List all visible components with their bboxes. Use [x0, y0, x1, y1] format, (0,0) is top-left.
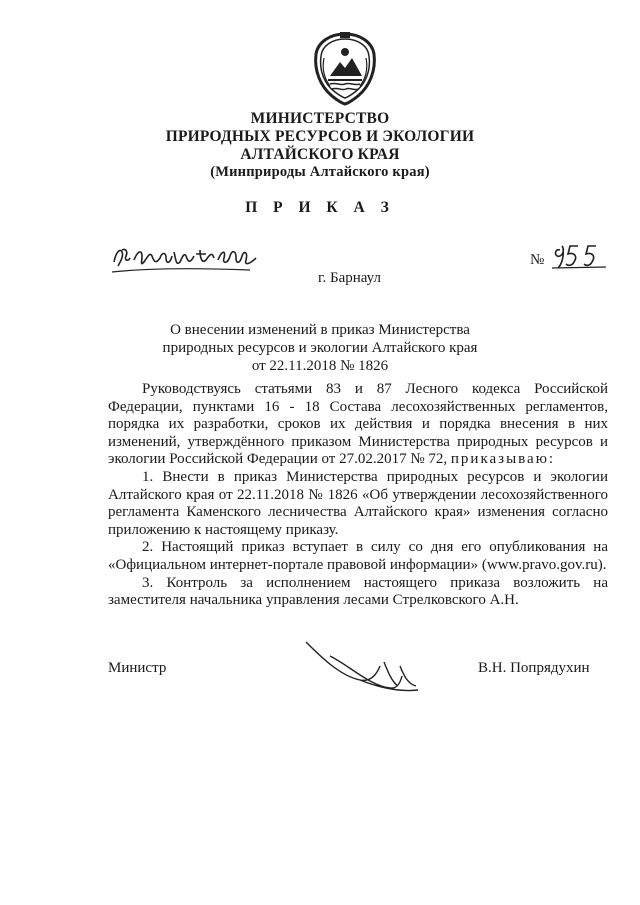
subject-line-3: от 22.11.2018 № 1826 — [251, 358, 389, 374]
handwritten-number — [550, 240, 610, 270]
clause-3: 3. Контроль за исполнением настоящего приказа возложить на заместителя начальника управления лесами Стрелковского А.Н. — [108, 574, 608, 609]
clause-2: 2. Настоящий приказ вступает в силу со дня его опубликования на «Официальном интернет-портале правовой информации» (www.pravo.gov.ru). — [108, 539, 608, 573]
number-label: № — [530, 252, 545, 268]
preamble-text: Руководствуясь статьями 83 и 87 Лесного кодекса Российской Федерации, пунктами 16 - 18 Состава лесохозяйственных регламентов, порядка их разработки, сроков их действия и порядка внесения в них изменений, утверждённого приказом Министерства природных ресурсов и экологии Российской Федерации от 27.02.2017 № 72, — [108, 381, 608, 468]
org-name-line-1: МИНИСТЕРСТВО — [250, 110, 390, 127]
preamble-paragraph — [108, 381, 608, 469]
document-type: П Р И К А З — [245, 199, 395, 216]
signatory-name: В.Н. Попрядухин — [478, 660, 590, 676]
org-name-line-2: ПРИРОДНЫХ РЕСУРСОВ И ЭКОЛОГИИ — [165, 128, 475, 145]
org-name-line-3: АЛТАЙСКОГО КРАЯ — [240, 146, 400, 163]
coat-of-arms-icon — [310, 32, 380, 106]
signatory-title: Министр — [108, 660, 167, 676]
subject-line-2: природных ресурсов и экологии Алтайского края — [162, 340, 478, 356]
city: г. Барнаул — [318, 270, 381, 286]
order-body — [108, 381, 608, 610]
handwritten-date — [110, 238, 260, 278]
subject-line-1: О внесении изменений в приказ Министерства — [170, 322, 470, 338]
handwritten-signature — [300, 636, 420, 696]
order-keyword: приказываю: — [450, 451, 556, 468]
org-short-name: (Минприроды Алтайского края) — [210, 164, 430, 180]
clause-1: 1. Внести в приказ Министерства природных ресурсов и экологии Алтайского края от 22.11.2018 № 1826 «Об утверждении лесохозяйственного регламента Каменского лесничества Алтайского края» изменения согласно приложению к настоящему приказу. — [108, 468, 608, 538]
